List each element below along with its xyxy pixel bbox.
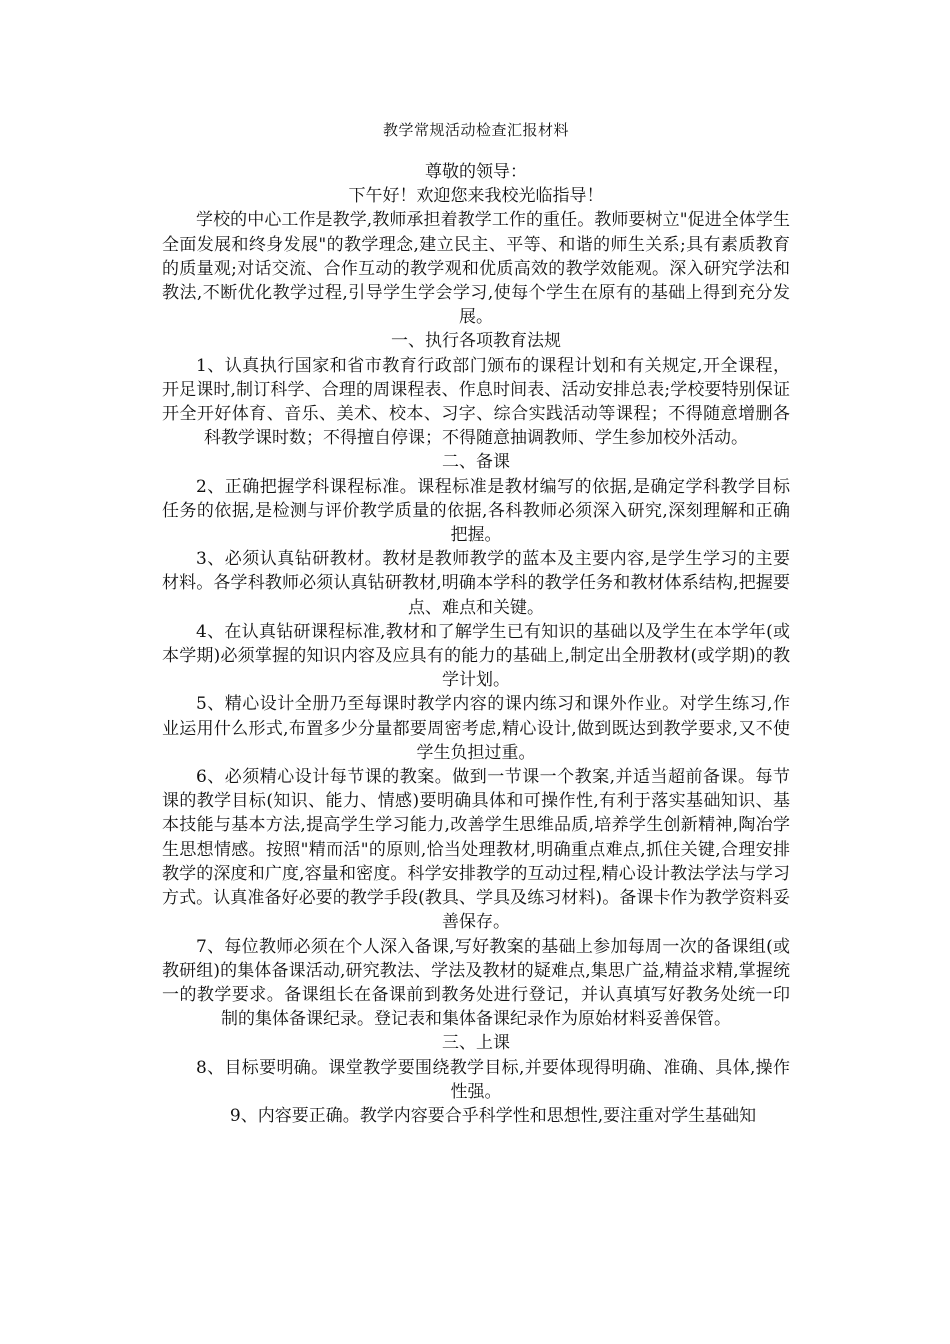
section-heading-3: 三、上课 xyxy=(442,1033,510,1054)
paragraph-8: 8、目标要明确。课堂教学要围绕教学目标,并要体现得明确、准确、具体,操作性强。 xyxy=(196,1057,790,1102)
section-heading-1: 一、执行各项教育法规 xyxy=(391,331,561,352)
greeting: 下午好！欢迎您来我校光临指导！ xyxy=(348,186,604,207)
document-page xyxy=(162,118,790,1128)
paragraph-5: 5、精心设计全册乃至每课时教学内容的课内练习和课外作业。对学生练习,作业运用什么形式,布置多少分量都要周密考虑,精心设计,做到既达到教学要求,又不使学生负担过重。 xyxy=(162,694,790,763)
paragraph-4: 4、在认真钻研课程标准,教材和了解学生已有知识的基础以及学生在本学年(或本学期)必须掌握的知识内容及应具有的能力的基础上,制定出全册教材(或学期)的教学计划。 xyxy=(162,621,790,691)
document-title: 教学常规活动检查汇报材料 xyxy=(382,121,569,139)
salutation: 尊敬的领导： xyxy=(425,162,527,182)
paragraph-1: 1、认真执行国家和省市教育行政部门颁布的课程计划和有关规定,开全课程，开足课时,制订科学、合理的周课程表、作息时间表、活动安排总表;学校要特别保证开全开好体育、音乐、美术、校本、习字、综合实践活动等课程；不得随意增删各科教学课时数；不得擅自停课；不得随意抽调教师、学生参加校外活动。 xyxy=(162,355,790,449)
section-heading-2: 二、备课 xyxy=(442,452,510,473)
paragraph-6: 6、必须精心设计每节课的教案。做到一节课一个教案,并适当超前备课。每节课的教学目标(知识、能力、情感)要明确具体和可操作性,有利于落实基础知识、基本技能与基本方法,提高学生学习能力,改善学生思维品质,培养学生创新精神,陶冶学生思想情感。按照"精而活"的原则,恰当处理教材,明确重点难点,抓住关键,合理安排教学的深度和广度,容量和密度。科学安排教学的互动过程,精心设计教法学法与学习方式。认真准备好必要的教学手段(教具、学具及练习材料)。备课卡作为教学资料妥善保存。 xyxy=(162,767,790,933)
paragraph-9: 9、内容要正确。教学内容要合乎科学性和思想性,要注重对学生基础知 xyxy=(229,1105,757,1126)
intro-paragraph: 学校的中心工作是教学,教师承担着教学工作的重任。教师要树立"促进全体学生全面发展和终身发展"的教学理念,建立民主、平等、和谐的师生关系;具有素质教育的质量观;对话交流、合作互动的教学观和优质高效的教学效能观。深入研究学法和教法,不断优化教学过程,引导学生学会学习,使每个学生在原有的基础上得到充分发展。 xyxy=(162,210,790,328)
paragraph-2: 2、正确把握学科课程标准。课程标准是教材编写的依据,是确定学科教学目标任务的依据,是检测与评价教学质量的依据,各科教师必须深入研究,深刻理解和正确把握。 xyxy=(162,476,790,546)
paragraph-3: 3、必须认真钻研教材。教材是教师教学的蓝本及主要内容,是学生学习的主要材料。各学科教师必须认真钻研教材,明确本学科的教学任务和教材体系结构,把握要点、难点和关键。 xyxy=(162,549,790,618)
paragraph-7: 7、每位教师必须在个人深入备课,写好教案的基础上参加每周一次的备课组(或教研组)的集体备课活动,研究教法、学法及教材的疑难点,集思广益,精益求精,掌握统一的教学要求。备课组长在备课前到教务处进行登记，并认真填写好教务处统一印制的集体备课纪录。登记表和集体备课纪录作为原始材料妥善保管。 xyxy=(162,936,790,1030)
